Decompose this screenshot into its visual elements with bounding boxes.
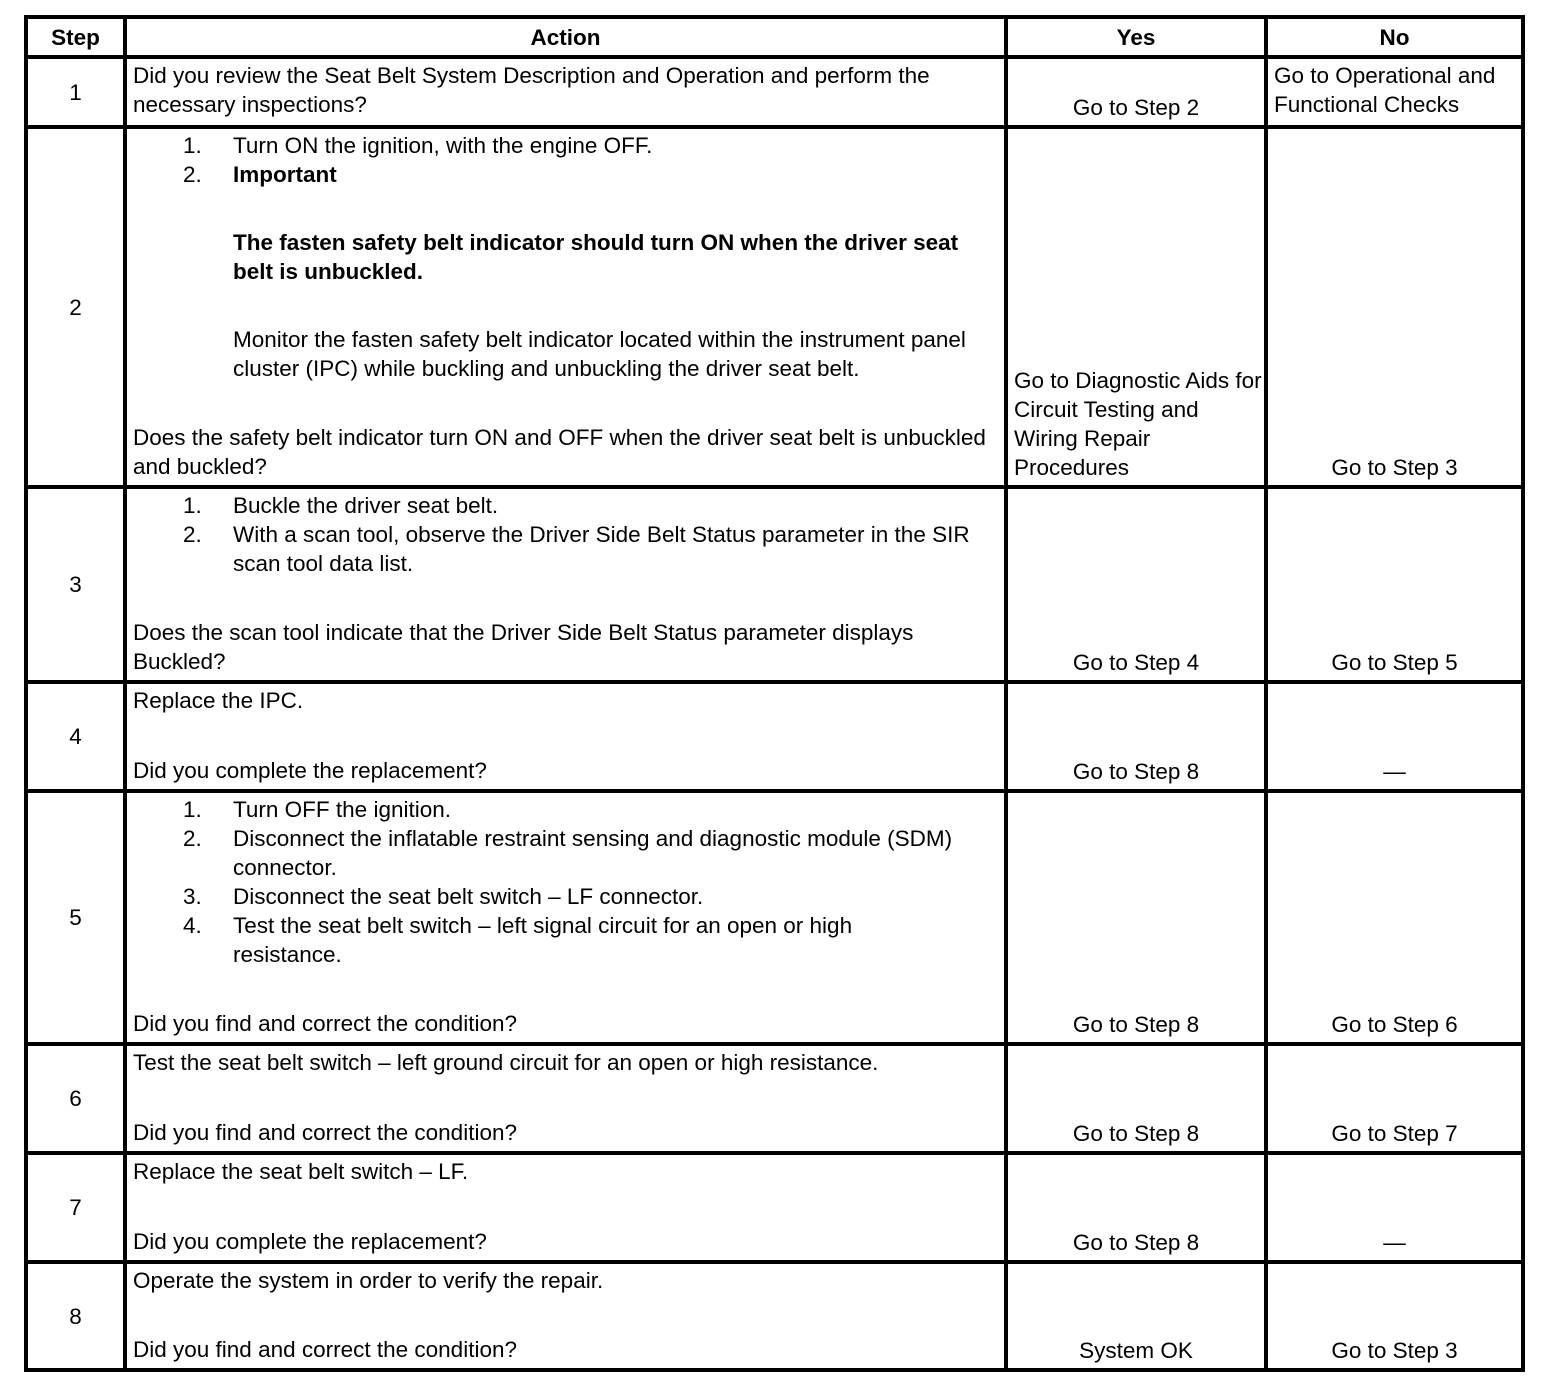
list-item xyxy=(133,520,998,578)
list-item xyxy=(133,491,998,520)
list-item xyxy=(133,160,998,189)
item-text: Turn ON the ignition, with the engine OFF. xyxy=(233,133,653,158)
header-action: Action xyxy=(530,25,601,50)
no-result: Go to Step 6 xyxy=(1331,1012,1458,1037)
step-number: 2 xyxy=(69,294,82,320)
item-number: 1. xyxy=(183,797,202,822)
step-number: 8 xyxy=(69,1303,82,1329)
header-yes: Yes xyxy=(1116,25,1156,50)
yes-result: Go to Step 8 xyxy=(1072,1230,1200,1255)
no-result: Go to Step 5 xyxy=(1331,650,1458,675)
yes-result: Go to Diagnostic Aids for Circuit Testing and Wiring Repair Procedures xyxy=(1014,368,1262,480)
no-result: — xyxy=(1383,1230,1406,1255)
item-number: 2. xyxy=(183,826,202,851)
action-text: Replace the seat belt switch – LF. xyxy=(133,1159,469,1184)
step-number: 4 xyxy=(69,724,82,749)
no-result: Go to Step 3 xyxy=(1331,455,1458,480)
list-item xyxy=(133,795,998,824)
list-item xyxy=(133,131,998,160)
action-text: Test the seat belt switch – left ground circuit for an open or high resistance. xyxy=(133,1050,879,1075)
question-text: Did you complete the replacement? xyxy=(133,1229,487,1254)
action-cell xyxy=(127,1155,1004,1260)
list-item xyxy=(133,882,998,911)
action-cell xyxy=(127,489,1004,680)
action-text: Did you review the Seat Belt System Description and Operation and perform the necessary inspections? xyxy=(133,63,930,117)
action-cell xyxy=(127,1264,1004,1368)
question-text: Did you complete the replacement? xyxy=(133,758,487,783)
item-text: Disconnect the inflatable restraint sensing and diagnostic module (SDM) connector. xyxy=(233,826,953,880)
action-cell xyxy=(127,129,1004,485)
procedure-list xyxy=(133,131,998,189)
action-cell xyxy=(127,684,1004,789)
action-text: Operate the system in order to verify the repair. xyxy=(133,1268,604,1293)
item-text: Disconnect the seat belt switch – LF connector. xyxy=(233,884,704,909)
no-result: Go to Step 3 xyxy=(1331,1338,1458,1363)
item-text: Turn OFF the ignition. xyxy=(233,797,452,822)
question-text: Does the safety belt indicator turn ON and OFF when the driver seat belt is unbuckled and buckled? xyxy=(133,425,986,479)
question-text: Did you find and correct the condition? xyxy=(133,1337,517,1362)
item-text: Test the seat belt switch – left signal circuit for an open or high resistance. xyxy=(233,913,853,967)
action-text: Replace the IPC. xyxy=(133,688,304,713)
item-number: 1. xyxy=(183,133,202,158)
yes-result: Go to Step 4 xyxy=(1072,650,1200,675)
action-cell xyxy=(127,793,1004,1042)
important-label: Important xyxy=(233,162,337,187)
item-number: 3. xyxy=(183,884,202,909)
item-text: With a scan tool, observe the Driver Side Belt Status parameter in the SIR scan tool data list. xyxy=(233,522,970,576)
question-text: Does the scan tool indicate that the Driver Side Belt Status parameter displays Buckled? xyxy=(133,620,914,674)
step-number: 7 xyxy=(69,1195,82,1220)
procedure-list xyxy=(133,491,998,578)
no-result: Go to Step 7 xyxy=(1331,1121,1458,1146)
procedure-list xyxy=(133,795,998,969)
item-number: 1. xyxy=(183,493,202,518)
step-number: 1 xyxy=(69,79,82,105)
header-step: Step xyxy=(51,25,100,50)
list-item xyxy=(133,911,998,969)
item-number: 2. xyxy=(183,162,202,187)
header-no: No xyxy=(1379,25,1410,50)
step-number: 6 xyxy=(69,1086,82,1111)
question-text: Did you find and correct the condition? xyxy=(133,1120,517,1145)
procedure-detail: Monitor the fasten safety belt indicator located within the instrument panel cluster (IPC) while buckling and unbuckling the driver seat belt. xyxy=(233,327,966,381)
yes-result: Go to Step 8 xyxy=(1072,1121,1200,1146)
diagnostic-table xyxy=(24,15,1525,1372)
action-cell xyxy=(127,1046,1004,1151)
yes-result: System OK xyxy=(1079,1338,1193,1363)
no-result: — xyxy=(1383,759,1406,784)
item-text: Buckle the driver seat belt. xyxy=(233,493,499,518)
step-number: 5 xyxy=(69,905,82,930)
yes-result: Go to Step 8 xyxy=(1072,759,1200,784)
list-item xyxy=(133,824,998,882)
item-number: 2. xyxy=(183,522,202,547)
yes-result: Go to Step 8 xyxy=(1072,1012,1200,1037)
no-result: Go to Operational and Functional Checks xyxy=(1274,63,1496,117)
question-text: Did you find and correct the condition? xyxy=(133,1011,517,1036)
yes-result: Go to Step 2 xyxy=(1072,95,1200,120)
step-number: 3 xyxy=(69,572,82,597)
important-note: The fasten safety belt indicator should turn ON when the driver seat belt is unbuckled. xyxy=(233,230,959,284)
item-number: 4. xyxy=(183,913,202,938)
